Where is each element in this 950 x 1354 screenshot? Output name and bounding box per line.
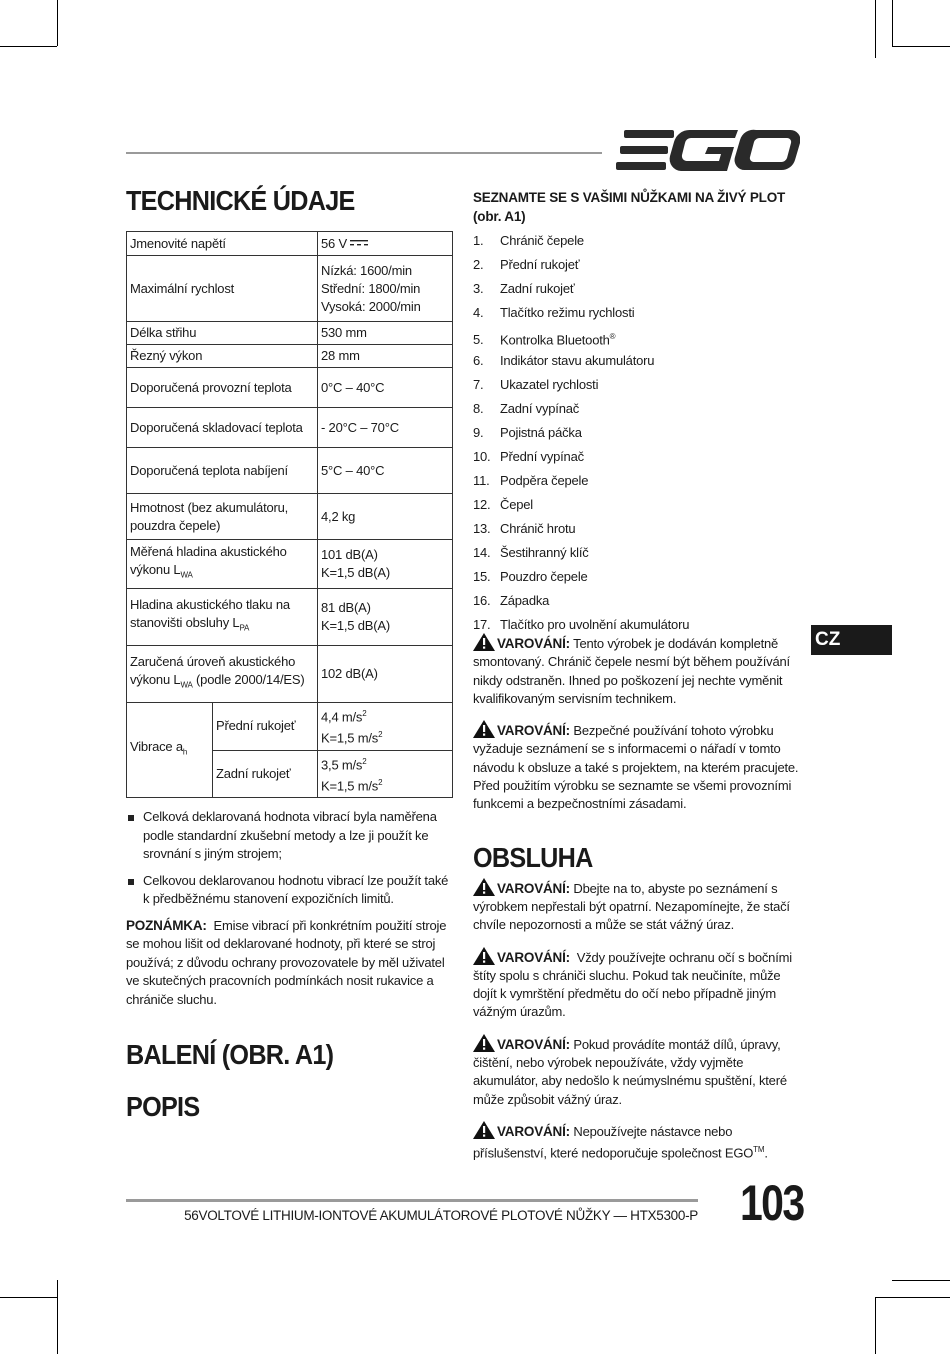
- list-item: Celková deklarovaná hodnota vibrací byla naměřena podle standardní zkušební metody a lze ji použít ke srovnání s jiným strojem;: [126, 808, 454, 864]
- footer-rule: [126, 1199, 698, 1202]
- spec-label: Zaručená úroveň akustického výkonu $L_{WA}$ (podle 2000/14/ES): [127, 646, 318, 703]
- warning-triangle-icon: [473, 1121, 495, 1139]
- list-item: 8. Zadní vypínač: [473, 401, 580, 416]
- spec-value: 4,2 kg: [318, 494, 453, 540]
- crop-mark: [875, 1297, 876, 1354]
- warning-paragraph: VAROVÁNÍ: Dbejte na to, abyste po seznámení s výrobkem nepřestali být opatrní. Nezapomínejte, že stačí chvíle nepozornosti a může se stát vážný úraz.: [473, 878, 799, 935]
- list-item: 5. Kontrolka Bluetooth®: [473, 332, 616, 348]
- header-rule: [126, 152, 602, 154]
- list-item: 10. Přední vypínač: [473, 449, 584, 464]
- spec-label: Hladina akustického tlaku na stanovišti obsluhy $L_{PA}$: [127, 589, 318, 646]
- list-item: 6. Indikátor stavu akumulátoru: [473, 353, 655, 368]
- spec-value: 530 mm: [318, 322, 453, 345]
- crop-mark: [875, 0, 876, 58]
- left-column: [126, 185, 454, 1123]
- list-item: Celkovou deklarovanou hodnotu vibrací lze použít také k předběžnému stanovení expozičních limitů.: [126, 872, 454, 909]
- list-item: 12. Čepel: [473, 497, 533, 512]
- spec-label: Maximální rychlost: [127, 256, 318, 322]
- table-row: [127, 646, 453, 703]
- vibration-label: Vibrace $a_h$: [127, 703, 213, 798]
- parts-heading: SEZNAMTE SE S VAŠIMI NŮŽKAMI NA ŽIVÝ PLOT (obr. A1): [473, 190, 786, 224]
- list-item: 7. Ukazatel rychlosti: [473, 377, 599, 392]
- vibration-handle: Přední rukojeť: [213, 703, 318, 751]
- list-item: 14. Šestihranný klíč: [473, 545, 589, 560]
- spec-value: - 20°C – 70°C: [318, 408, 453, 448]
- list-item: 4. Tlačítko režimu rychlosti: [473, 305, 635, 320]
- crop-mark: [892, 1280, 950, 1281]
- note-paragraph: POZNÁMKA: Emise vibrací při konkrétním použití stroje se mohou lišit od deklarované hodnoty, při které se stroj používá; z důvodu ochrany provozovatele by měl uživatel ve skutečných pracovních podmínkách nosit rukavice a chrániče sluchu.: [126, 917, 447, 1007]
- crop-mark: [0, 46, 57, 47]
- spec-label: Jmenovité napětí: [127, 232, 318, 256]
- warning-triangle-icon: [473, 633, 495, 651]
- spec-label: Doporučená skladovací teplota: [127, 408, 318, 448]
- table-row: [127, 494, 453, 540]
- page-number: 103: [740, 1175, 804, 1231]
- table-row: [127, 345, 453, 368]
- table-row: [127, 703, 453, 751]
- spec-value: 28 mm: [318, 345, 453, 368]
- footer-title: 56VOLTOVÉ LITHIUM-IONTOVÉ AKUMULÁTOROVÉ PLOTOVÉ NŮŽKY — HTX5300-P: [184, 1208, 698, 1223]
- warning-paragraph: VAROVÁNÍ: Bezpečné používání tohoto výrobku vyžaduje seznámení se s informacemi o nářadí v tomto návodu k obsluze a také s projektem, na kterém pracujete. Před použitím výrobku se seznamte se všemi provozními funkcemi a bezpečnostními zásadami.: [473, 720, 799, 813]
- table-row: [127, 368, 453, 408]
- list-item: 16. Západka: [473, 593, 550, 608]
- section-title-operation: OBSLUHA: [473, 841, 593, 873]
- spec-value: 0°C – 40°C: [318, 368, 453, 408]
- warning-triangle-icon: [473, 720, 495, 738]
- table-row: [127, 540, 453, 589]
- list-item: 9. Pojistná páčka: [473, 425, 582, 440]
- right-column: [473, 188, 799, 1163]
- table-row: [127, 408, 453, 448]
- warning-paragraph: VAROVÁNÍ: Pokud provádíte montáž dílů, úpravy, čištění, nebo výrobek nepoužíváte, vždy vyjměte akumulátor, aby nedošlo k neúmyslnému spuštění, které může způsobit vážný úraz.: [473, 1034, 799, 1109]
- list-item: 2. Přední rukojeť: [473, 257, 580, 272]
- list-item: 1. Chránič čepele: [473, 233, 584, 248]
- warning-triangle-icon: [473, 878, 495, 896]
- list-item: 15. Pouzdro čepele: [473, 569, 588, 584]
- spec-label: Řezný výkon: [127, 345, 318, 368]
- warning-paragraph: VAROVÁNÍ: Nepoužívejte nástavce nebo příslušenství, které nedoporučuje společnost EGO™.: [473, 1121, 799, 1163]
- table-row: [127, 448, 453, 494]
- warning-triangle-icon: [473, 947, 495, 965]
- spec-label: Doporučená teplota nabíjení: [127, 448, 318, 494]
- vibration-value: 4,4 $m/s^2$ K=1,5 $m/s^2$: [318, 703, 453, 751]
- spec-label: Měřená hladina akustického výkonu $L_{WA}$: [127, 540, 318, 589]
- vibration-handle: Zadní rukojeť: [213, 750, 318, 798]
- spec-value: 5°C – 40°C: [318, 448, 453, 494]
- ego-logo: [616, 128, 800, 174]
- dc-symbol-icon: [350, 239, 368, 247]
- list-item: 3. Zadní rukojeť: [473, 281, 575, 296]
- table-row: [127, 322, 453, 345]
- spec-value: 81 dB(A) K=1,5 dB(A): [318, 589, 453, 646]
- table-row: [127, 232, 453, 256]
- vibration-notes: [126, 808, 454, 909]
- section-title-specs: TECHNICKÉ ÚDAJE: [126, 185, 355, 216]
- crop-mark: [892, 46, 950, 47]
- crop-mark: [57, 1280, 58, 1354]
- spec-value: 102 dB(A): [318, 646, 453, 703]
- list-item: 17. Tlačítko pro uvolnění akumulátoru: [473, 617, 690, 632]
- list-item: 13. Chránič hrotu: [473, 521, 576, 536]
- crop-mark: [875, 1297, 950, 1298]
- spec-label: Doporučená provozní teplota: [127, 368, 318, 408]
- warning-triangle-icon: [473, 1034, 495, 1052]
- note-label: POZNÁMKA:: [126, 917, 207, 933]
- section-title-description: POPIS: [126, 1091, 200, 1123]
- spec-table: [126, 231, 453, 798]
- section-title-packing: BALENÍ (OBR. A1): [126, 1039, 334, 1071]
- spec-value: 101 dB(A) K=1,5 dB(A): [318, 540, 453, 589]
- spec-label: Délka střihu: [127, 322, 318, 345]
- spec-value: 56 V: [318, 232, 453, 256]
- table-row: [127, 589, 453, 646]
- vibration-value: 3,5 $m/s^2$ K=1,5 $m/s^2$: [318, 750, 453, 798]
- crop-mark: [0, 1297, 57, 1298]
- crop-mark: [57, 0, 58, 46]
- spec-label: Hmotnost (bez akumulátoru, pouzdra čepele): [127, 494, 318, 540]
- language-tab: CZ: [811, 625, 892, 655]
- crop-mark: [892, 0, 893, 46]
- warning-paragraph: VAROVÁNÍ: Vždy používejte ochranu očí s bočními štíty spolu s chrániči sluchu. Pokud tak neučiníte, může dojít k vymrštění předmětu do očí nebo případně jiným vážným úrazům.: [473, 947, 799, 1022]
- warning-paragraph: VAROVÁNÍ: Tento výrobek je dodáván kompletně smontovaný. Chránič čepele nesmí být během používání nikdy odstraněn. Ihned po poškození jej nechte vyměnit kvalifikovaným servisním technikem.: [473, 633, 799, 708]
- list-item: 11. Podpěra čepele: [473, 473, 589, 488]
- table-row: [127, 256, 453, 322]
- parts-list: [473, 229, 799, 637]
- spec-value: Nízká: 1600/min Střední: 1800/min Vysoká: 2000/min: [318, 256, 453, 322]
